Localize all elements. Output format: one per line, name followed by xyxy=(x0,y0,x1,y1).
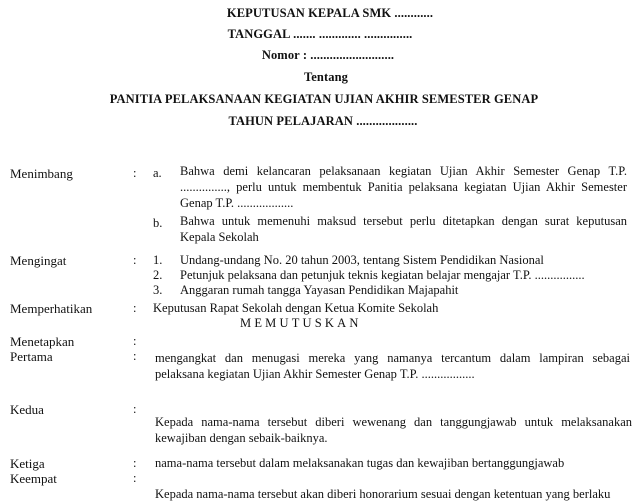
mengingat-label: Mengingat xyxy=(10,253,67,268)
memperhatikan-label: Memperhatikan xyxy=(10,301,93,316)
pertama-line-1: mengangkat dan menugasi mereka yang namanya tercantum dalam lampiran sebagai xyxy=(155,351,630,365)
kedua-colon: : xyxy=(133,402,137,416)
menimbang-a-line-1: Bahwa demi kelancaran pelaksanaan kegiatan Ujian Akhir Semester Genap T.P. xyxy=(180,164,627,178)
pertama-text xyxy=(155,350,630,382)
menimbang-b-line-2: Kepala Sekolah xyxy=(180,230,259,244)
memutuskan-heading: MEMUTUSKAN xyxy=(240,316,362,330)
menimbang-label: Menimbang xyxy=(10,166,73,181)
menimbang-colon: : xyxy=(133,166,137,180)
memperhatikan-colon: : xyxy=(133,301,137,315)
keempat-colon: : xyxy=(133,471,137,485)
kedua-text xyxy=(155,414,632,446)
document-subject: PANITIA PELAKSANAAN KEGIATAN UJIAN AKHIR SEMESTER GENAP xyxy=(109,92,539,106)
document-about: Tentang xyxy=(303,70,348,84)
menimbang-b-text xyxy=(180,213,627,245)
mengingat-item-3-marker: 3. xyxy=(153,283,163,297)
document-title: KEPUTUSAN KEPALA SMK ............ xyxy=(226,6,434,20)
mengingat-item-3-text: Anggaran rumah tangga Yayasan Pendidikan Majapahit xyxy=(180,283,459,297)
memperhatikan-text: Keputusan Rapat Sekolah dengan Ketua Komite Sekolah xyxy=(153,301,439,315)
mengingat-item-1-text: Undang-undang No. 20 tahun 2003, tentang Sistem Pendidikan Nasional xyxy=(180,253,544,267)
mengingat-item-2-text: Petunjuk pelaksana dan petunjuk teknis kegiatan belajar mengajar T.P. ................ xyxy=(180,268,585,282)
menetapkan-colon: : xyxy=(133,334,137,348)
pertama-line-2: pelaksana kegiatan Ujian Akhir Semester Genap T.P. ................. xyxy=(155,367,475,381)
kedua-line-1: Kepada nama-nama tersebut diberi wewenang dan tanggungjawab untuk melaksanakan xyxy=(155,415,632,429)
ketiga-label: Ketiga xyxy=(10,456,45,471)
document-number: Nomor : .......................... xyxy=(261,48,395,62)
pertama-label: Pertama xyxy=(10,349,53,364)
mengingat-colon: : xyxy=(133,253,137,267)
keempat-label: Keempat xyxy=(10,471,57,486)
ketiga-colon: : xyxy=(133,456,137,470)
kedua-label: Kedua xyxy=(10,402,44,417)
menimbang-b-line-1: Bahwa untuk memenuhi maksud tersebut perlu ditetapkan dengan surat keputusan xyxy=(180,214,627,228)
menimbang-a-line-2: ..............., perlu untuk membentuk Panitia pelaksana kegiatan Ujian Akhir Semester xyxy=(180,180,627,194)
mengingat-item-1-marker: 1. xyxy=(153,253,163,267)
kedua-line-2: kewajiban dengan sebaik-baiknya. xyxy=(155,431,328,445)
menimbang-a-line-3: Genap T.P. .................. xyxy=(180,196,294,210)
menimbang-a-marker: a. xyxy=(153,166,162,180)
document-academic-year: TAHUN PELAJARAN ................... xyxy=(228,114,418,128)
menimbang-b-marker: b. xyxy=(153,216,163,230)
menimbang-a-text xyxy=(180,163,627,211)
ketiga-text: nama-nama tersebut dalam melaksanakan tugas dan kewajiban bertanggungjawab xyxy=(155,456,565,470)
document-date: TANGGAL ....... ............. ............... xyxy=(227,27,413,41)
pertama-colon: : xyxy=(133,349,137,363)
mengingat-item-2-marker: 2. xyxy=(153,268,163,282)
keempat-text: Kepada nama-nama tersebut akan diberi honorarium sesuai dengan ketentuan yang berlaku xyxy=(155,487,611,501)
menetapkan-label: Menetapkan xyxy=(10,334,75,349)
